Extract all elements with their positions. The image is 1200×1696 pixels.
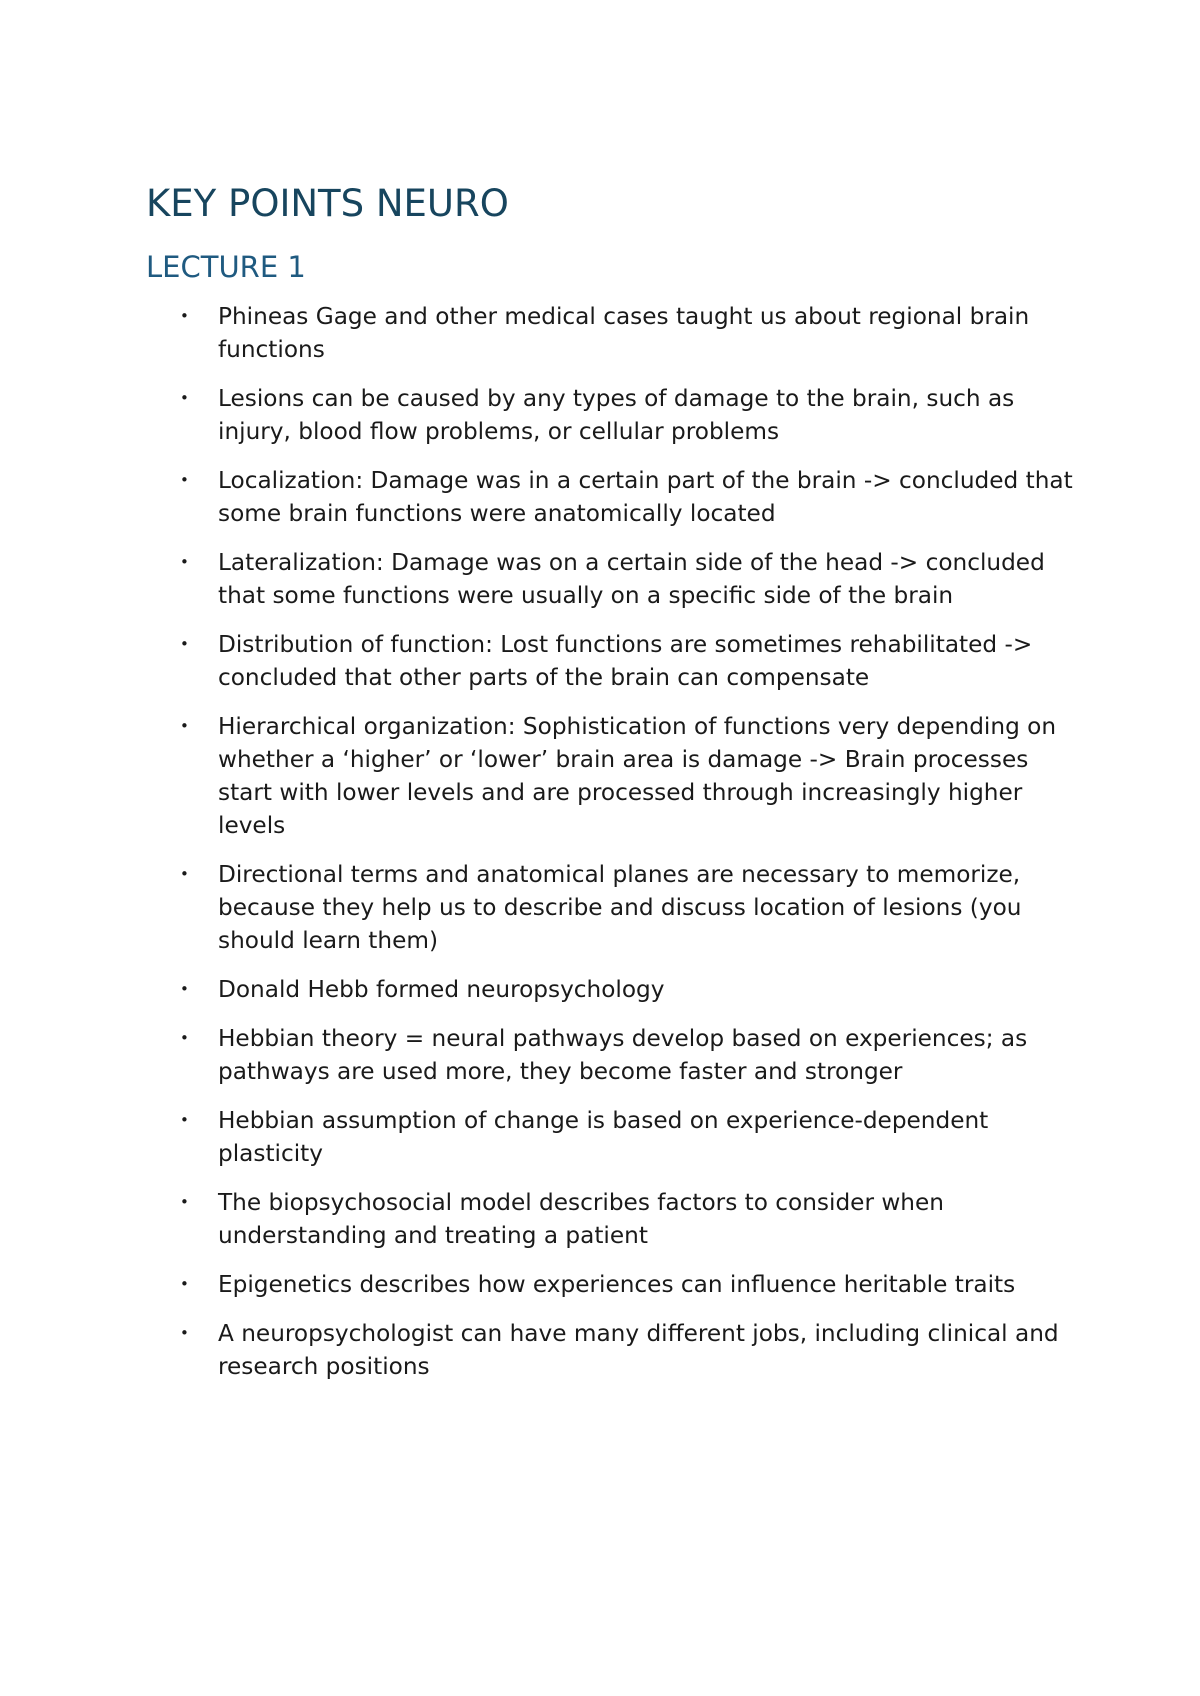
list-item: [180, 382, 1080, 448]
bullet-icon: •: [180, 307, 189, 325]
list-item-text: Epigenetics describes how experiences can influence heritable traits: [218, 1271, 1016, 1298]
list-item-text: Hebbian theory = neural pathways develop based on experiences; as pathways are used more, they become faster and stronger: [218, 1025, 1028, 1085]
list-item-text: Directional terms and anatomical planes are necessary to memorize, because they help us to describe and discuss location of lesions (you should learn them): [218, 861, 1022, 954]
list-item: [180, 973, 1080, 1006]
bullet-icon: •: [180, 389, 189, 407]
list-item: [180, 710, 1080, 842]
list-item-text: Lesions can be caused by any types of damage to the brain, such as injury, blood flow problems, or cellular problems: [218, 385, 1015, 445]
bullet-icon: •: [180, 717, 189, 735]
list-item-text: Hierarchical organization: Sophistication of functions very depending on whether a ‘higher’ or ‘lower’ brain area is damage -> Brain processes start with lower levels and are processed through increasingly higher levels: [218, 713, 1057, 839]
list-item: [180, 1186, 1080, 1252]
list-item: [180, 858, 1080, 957]
list-item-text: Lateralization: Damage was on a certain side of the head -> concluded that some functions were usually on a specific side of the brain: [218, 549, 1045, 609]
list-item: [180, 1268, 1080, 1301]
bullet-icon: •: [180, 1193, 189, 1211]
bullet-icon: •: [180, 1324, 189, 1342]
bullet-icon: •: [180, 865, 189, 883]
section-heading-lecture-1: LECTURE 1: [146, 250, 306, 284]
list-item-text: Donald Hebb formed neuropsychology: [218, 976, 665, 1003]
list-item-text: The biopsychosocial model describes factors to consider when understanding and treating a patient: [218, 1189, 944, 1249]
bullet-icon: •: [180, 471, 189, 489]
list-item: [180, 546, 1080, 612]
key-points-list: [180, 300, 1080, 1399]
list-item-text: Hebbian assumption of change is based on experience-dependent plasticity: [218, 1107, 989, 1167]
list-item: [180, 1104, 1080, 1170]
document-title: KEY POINTS NEURO: [146, 182, 509, 225]
list-item-text: Phineas Gage and other medical cases taught us about regional brain functions: [218, 303, 1030, 363]
list-item: [180, 1022, 1080, 1088]
list-item-text: Localization: Damage was in a certain part of the brain -> concluded that some brain functions were anatomically located: [218, 467, 1073, 527]
bullet-icon: •: [180, 1029, 189, 1047]
bullet-icon: •: [180, 980, 189, 998]
bullet-icon: •: [180, 635, 189, 653]
list-item: [180, 628, 1080, 694]
list-item-text: Distribution of function: Lost functions are sometimes rehabilitated -> concluded that other parts of the brain can compensate: [218, 631, 1033, 691]
bullet-icon: •: [180, 1111, 189, 1129]
list-item: [180, 464, 1080, 530]
bullet-icon: •: [180, 1275, 189, 1293]
list-item: [180, 300, 1080, 366]
list-item: [180, 1317, 1080, 1383]
list-item-text: A neuropsychologist can have many different jobs, including clinical and research positions: [218, 1320, 1059, 1380]
bullet-icon: •: [180, 553, 189, 571]
